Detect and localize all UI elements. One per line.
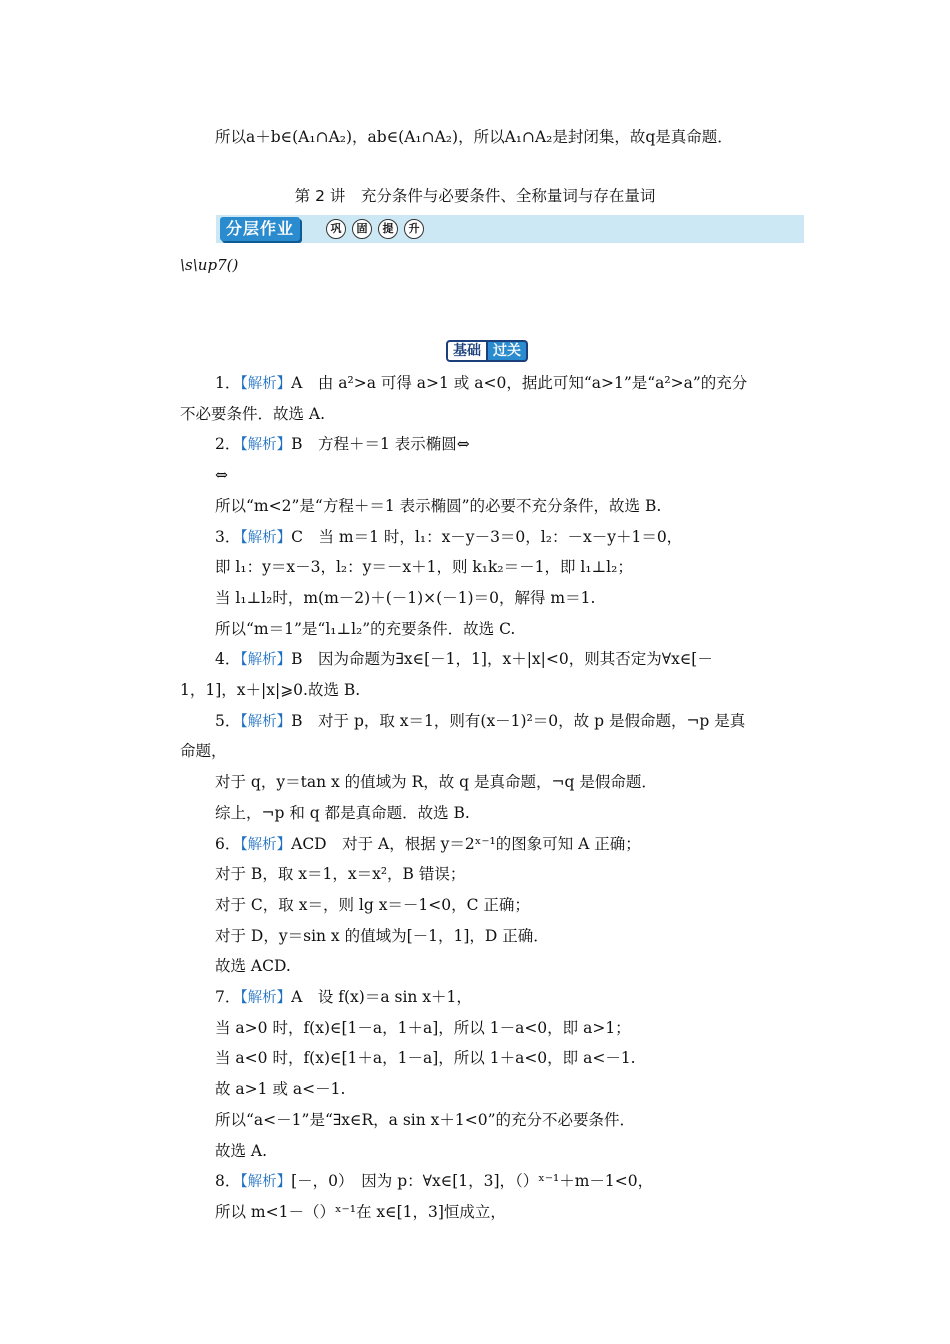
analysis-keyword: 【解析】 — [240, 437, 292, 454]
section-badge-right: 过关 — [488, 340, 528, 362]
question-number: 5． — [215, 711, 241, 730]
analysis-keyword: 【解析】 — [240, 1174, 292, 1191]
question-number: 4． — [215, 650, 241, 669]
solution-line-content — [215, 495, 661, 517]
solution-text: ⇔ — [215, 466, 228, 485]
solution-text: 即 l₁：y＝x－3，l₂：y＝－x＋1，则 k₁k₂＝－1，即 l₁⊥l₂； — [215, 558, 633, 577]
solution-text: C 当 m＝1 时，l₁：x－y－3＝0，l₂：－x－y＋1＝0， — [291, 527, 683, 546]
banner-sub-labels — [326, 219, 424, 239]
solution-line-content — [215, 1109, 635, 1131]
solution-text: 故选 ACD. — [215, 957, 291, 976]
solution-text: ACD 对于 A，根据 y＝2ˣ⁻¹的图象可知 A 正确； — [291, 834, 641, 853]
solution-text: 所以“m<2”是“方程＋＝1 表示椭圆”的必要不充分条件，故选 B. — [215, 496, 662, 515]
question-number: 2． — [215, 435, 241, 454]
analysis-keyword: 【解析】 — [240, 713, 292, 730]
solution-text: [－，0） 因为 p：∀x∈[1，3]，（）ˣ⁻¹＋m－1<0， — [291, 1172, 654, 1191]
solution-line-content — [215, 986, 472, 1009]
solution-text: 当 a<0 时，f(x)∈[1＋a，1－a]，所以 1＋a<0，即 a<－1. — [215, 1049, 636, 1068]
solution-text: 对于 C，取 x＝，则 lg x＝－1<0，C 正确； — [215, 895, 530, 914]
analysis-keyword: 【解析】 — [240, 990, 292, 1006]
solution-text: B 对于 p，取 x＝1，则有(x－1)²＝0，故 p 是假命题，¬p 是真 — [291, 711, 746, 730]
solution-line-content — [215, 1170, 653, 1193]
solution-text: 当 a>0 时，f(x)∈[1－a，1＋a]，所以 1－a<0，即 a>1； — [215, 1018, 631, 1037]
banner-sub-char: 提 — [378, 219, 398, 239]
layered-homework-banner — [216, 215, 804, 243]
lesson-title: 第 2 讲 充分条件与必要条件、全称量词与存在量词 — [294, 187, 656, 205]
solution-text: 对于 B，取 x＝1，x＝x²，B 错误； — [215, 865, 466, 884]
banner-main-label: 分层作业 — [220, 217, 300, 241]
solution-line-content — [215, 1078, 345, 1100]
solution-text: 所以 m<1－（）ˣ⁻¹在 x∈[1，3]恒成立， — [215, 1202, 506, 1221]
solution-text: A 设 f(x)＝a sin x＋1， — [291, 988, 472, 1006]
solution-text: 对于 q，y＝tan x 的值域为 R，故 q 是真命题，¬q 是假命题． — [215, 773, 657, 792]
analysis-keyword: 【解析】 — [240, 376, 292, 392]
analysis-keyword: 【解析】 — [240, 529, 292, 546]
solution-line-content — [215, 372, 747, 395]
solution-line-content — [215, 1047, 636, 1069]
solution-line-content — [215, 648, 713, 671]
solution-line-content — [215, 1201, 506, 1223]
solution-line-content — [215, 556, 633, 578]
solution-line-content — [215, 526, 682, 549]
solution-line-content — [215, 925, 549, 947]
solution-text: 1，1]，x＋|x|⩾0.故选 B. — [180, 681, 361, 699]
analysis-keyword: 【解析】 — [240, 836, 292, 853]
section-badge-left: 基础 — [446, 340, 488, 362]
banner-sub-char: 固 — [352, 219, 372, 239]
solution-text: B 因为命题为∃x∈[－1，1]，x＋|x|<0，则其否定为∀x∈[－ — [291, 650, 713, 669]
question-number: 3． — [215, 527, 241, 546]
solution-line-content — [215, 894, 530, 916]
banner-sub-char: 升 — [404, 219, 424, 239]
solution-text: 当 l₁⊥l₂时，m(m－2)＋(－1)×(－1)＝0，解得 m＝1. — [215, 588, 596, 607]
solution-line-content — [215, 618, 515, 640]
solution-line-content — [215, 863, 465, 885]
solution-line-content — [215, 587, 595, 609]
analysis-keyword: 【解析】 — [240, 652, 292, 669]
solution-line-content — [180, 740, 227, 762]
stray-markup-text: \s\up7() — [180, 256, 239, 274]
solution-line-content — [215, 433, 470, 456]
banner-sub-char: 巩 — [326, 219, 346, 239]
solution-line-content — [215, 955, 291, 977]
solution-text: 所以“m＝1”是“l₁⊥l₂”的充要条件．故选 C. — [215, 619, 516, 638]
solution-line-content — [215, 710, 745, 733]
solution-line-content — [215, 1017, 631, 1039]
solution-line-content — [180, 679, 360, 701]
solution-line-content — [215, 464, 228, 486]
question-number: 1． — [215, 374, 241, 392]
section-badge — [446, 340, 528, 362]
solution-text: 故选 A. — [215, 1141, 268, 1160]
solution-line-content — [215, 802, 470, 824]
solution-text: 故 a>1 或 a<－1. — [215, 1080, 346, 1099]
solution-text: 综上，¬p 和 q 都是真命题．故选 B. — [215, 803, 470, 822]
question-number: 6． — [215, 834, 241, 853]
solution-text: 对于 D，y＝sin x 的值域为[－1，1]，D 正确． — [215, 926, 549, 945]
solution-line-content — [180, 403, 325, 425]
solution-text: 所以“a<－1”是“∃x∈R，a sin x＋1<0”的充分不必要条件． — [215, 1110, 636, 1129]
solution-text: B 方程＋＝1 表示椭圆⇔ — [291, 435, 470, 454]
solution-line-content — [215, 833, 641, 856]
solution-text: A 由 a²>a 可得 a>1 或 a<0，据此可知“a>1”是“a²>a”的充分 — [291, 374, 748, 392]
question-number: 8． — [215, 1172, 241, 1191]
solution-line-content — [215, 1140, 267, 1162]
solution-line-content — [215, 771, 657, 793]
solution-text: 命题， — [180, 742, 227, 761]
question-number: 7． — [215, 988, 241, 1006]
solution-text: 不必要条件．故选 A. — [180, 404, 326, 423]
